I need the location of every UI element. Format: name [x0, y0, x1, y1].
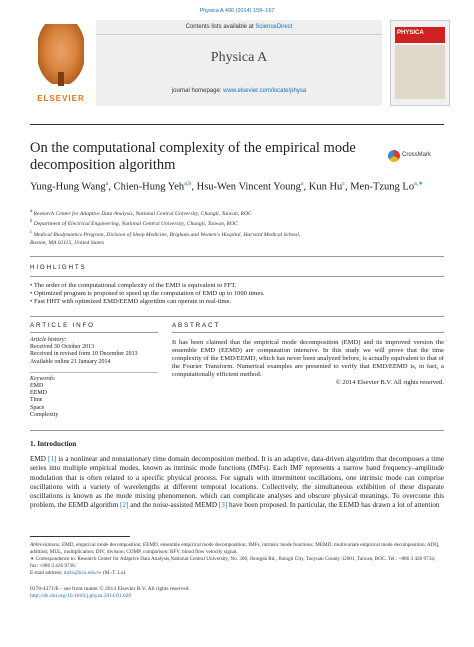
affiliation: Boston, MA 02115, United States	[30, 240, 105, 247]
abstract-text: It has been claimed that the empirical mode decomposition (EMD) and its improved version the ensemble EMD (EEMD) are computation intensive. In this study we will prove that the time complexity of the EMD/EEMD, which has never been analyzed before, is actually equivalent to that of the Fourier Transform. Numerical examples are presented to verify that EMD/EEMD is, in fact, a computationally efficient method.	[172, 339, 444, 379]
list-item: • Optimized program is proposed to speed up the computation of EMD up to 1000 times.	[30, 290, 444, 298]
keywords-label: Keywords:	[30, 375, 56, 382]
contents-line: Contents lists available at ScienceDirect	[185, 24, 293, 30]
crossmark-icon	[388, 150, 400, 162]
keyword: Time	[30, 397, 43, 404]
article-info-heading: ARTICLE INFO	[30, 322, 95, 329]
keyword: EMD	[30, 383, 44, 390]
footnote-divider	[30, 536, 130, 537]
history-item: Received in revised form 10 December 2013	[30, 351, 138, 358]
affiliations	[30, 208, 444, 248]
history-label: Article history:	[30, 337, 67, 343]
divider	[96, 34, 382, 35]
front-matter	[30, 586, 444, 600]
citation-link[interactable]: [1]	[48, 455, 57, 463]
header-divider	[30, 124, 444, 125]
list-item: • The order of the computational complexity of the EMD is equivalent to FFT.	[30, 282, 444, 290]
author[interactable]: Chien-Hung Yeh	[113, 181, 185, 193]
journal-title: Physica A	[210, 50, 268, 65]
journal-banner	[96, 20, 382, 106]
journal-cover-thumbnail	[390, 20, 450, 106]
author[interactable]: Yung-Hung Wang	[30, 181, 106, 193]
affiliation: $^a$ Research Center for Adaptive Data Analysis, National Central University, Chungli, Taiwan, ROC	[30, 209, 252, 217]
crossmark-badge[interactable]: CrossMark	[388, 148, 444, 164]
cover-title: PHYSICA	[397, 30, 424, 36]
copyright: © 2014 Elsevier B.V. All rights reserved.	[335, 379, 444, 387]
section-heading: 1. Introduction	[30, 440, 77, 448]
issn-line: 0378-4371/$ – see front matter © 2014 Elsevier B.V. All rights reserved.	[30, 586, 190, 592]
author[interactable]: Men-Tzung Lo	[350, 181, 415, 193]
correspondence-note: ∗ Correspondence to: Research Center for Adaptive Data Analysis,National Central University, No. 300, Jhongda Rd., Jhongli City, Taoyuan County 32001, Taiwan, ROC. Tel.: +886 3 426 9734; fax: +886 3 426 9736.	[30, 556, 436, 569]
footnotes	[30, 542, 444, 577]
email-link[interactable]: mzlo@ncu.edu.tw	[63, 570, 102, 576]
article-title: On the computational complexity of the empirical mode decomposition algorithm	[30, 140, 356, 173]
elsevier-logo	[30, 20, 92, 106]
journal-header	[30, 20, 450, 110]
sciencedirect-link[interactable]: ScienceDirect	[255, 24, 293, 30]
divider	[30, 332, 158, 333]
divider	[30, 430, 444, 431]
divider	[172, 332, 444, 333]
highlights-list	[30, 282, 444, 306]
history-item: Available online 21 January 2014	[30, 358, 111, 365]
abbreviations-note: Abbreviations: EMD, empirical mode decomposition; EEMD, ensemble empirical mode decomposition; IMFs, intrinsic mode functions; MEMD, multivariate empirical mode decomposition; ADQ, addition; MUL, multiplication; DIV, division; COMP, comparison; BFV, blood flow velocity signal.	[30, 542, 440, 555]
journal-citation[interactable]: Physica A 400 (2014) 159–167	[199, 8, 275, 14]
article-info	[30, 337, 158, 419]
list-item: • Fast HHT with optimized EMD/EEMD algorithm can operate in real-time.	[30, 298, 444, 306]
keyword: Space	[30, 404, 45, 411]
keyword: Complexity	[30, 411, 59, 418]
homepage-line: journal homepage: www.elsevier.com/locate/physa	[171, 88, 307, 94]
divider	[30, 316, 444, 317]
keyword: EEMD	[30, 390, 47, 397]
history-item: Received 30 October 2013	[30, 344, 95, 351]
doi-link[interactable]: http://dx.doi.org/10.1016/j.physa.2014.01.020	[30, 593, 132, 599]
divider	[30, 372, 158, 373]
email-note: E-mail address: mzlo@ncu.edu.tw (M.-T. Lo).	[30, 570, 127, 576]
homepage-link[interactable]: www.elsevier.com/locate/physa	[223, 88, 307, 94]
author-list: Yung-Hung Wang$^a$, Chien-Hung Yeh$^{a,b}$, Hsu-Wen Vincent Young$^a$, Kun Hu$^c$, Men-Tzung $Lo^{a,∗}$	[30, 181, 424, 193]
author[interactable]: Hsu-Wen Vincent Young	[196, 181, 301, 193]
divider	[30, 276, 444, 277]
intro-paragraph: EMD [1] is a nonlinear and nonstationary time domain decomposition method. It is an adaptive, data-driven algorithm that decomposes a time series into multiple empirical modes, known as intrinsic mode functions (IMFs). Each IMF represents a narrow band frequency–amplitude modulation that is often related to a specific physical process. For signals with intermittent oscillations, one intrinsic mode can comprise oscillations with a variety of wavelengths at different temporal locations. Collectively, the simultaneous exhibition of these disparate oscillations is known as the mode mixing phenomenon, which can complicate analyses and obscure physical meanings. To overcome this problem, the EEMD algorithm [2] and the noise-assisted MEMD [3] have been proposed. In particular, the EEMD has drawn a lot of attention	[30, 455, 444, 510]
affiliation: $^b$ Department of Electrical Engineering, National Central University, Chungli, Taiwan, ROC	[30, 219, 238, 228]
highlights-heading: HIGHLIGHTS	[30, 264, 87, 271]
affiliation: $^c$ Medical Biodynamics Program, Division of Sleep Medicine, Brigham and Women's Hospital, Harvard Medical School,	[30, 229, 301, 238]
citation-link[interactable]: [3]	[218, 501, 228, 510]
citation-link[interactable]: [2]	[120, 501, 129, 510]
abstract-heading: ABSTRACT	[172, 322, 220, 329]
publisher-name: ELSEVIER	[37, 94, 85, 103]
abstract	[172, 339, 444, 388]
divider	[30, 256, 444, 257]
author[interactable]: Kun Hu	[308, 181, 343, 193]
